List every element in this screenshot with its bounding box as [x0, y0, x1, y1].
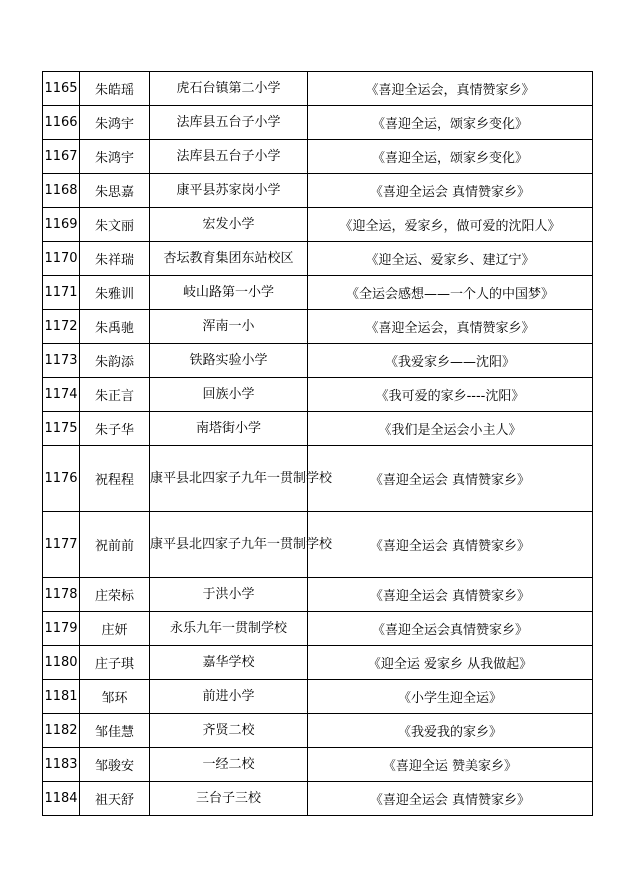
essay-title: 《喜迎全运会，真情赞家乡》 — [308, 72, 593, 106]
student-name: 朱正言 — [80, 378, 150, 412]
essay-title: 《喜迎全运会，真情赞家乡》 — [308, 310, 593, 344]
entry-number: 1177 — [43, 512, 80, 578]
table-row — [43, 276, 593, 310]
student-name: 朱雅训 — [80, 276, 150, 310]
school-name: 一经二校 — [150, 748, 308, 782]
essay-title: 《喜迎全运会 真情赞家乡》 — [308, 578, 593, 612]
essay-title: 《小学生迎全运》 — [308, 680, 593, 714]
table-row — [43, 242, 593, 276]
essay-title: 《喜迎全运，颂家乡变化》 — [308, 140, 593, 174]
essay-title: 《喜迎全运会真情赞家乡》 — [308, 612, 593, 646]
table-row — [43, 106, 593, 140]
school-name: 齐贤二校 — [150, 714, 308, 748]
entry-number: 1165 — [43, 72, 80, 106]
essay-title: 《喜迎全运会 真情赞家乡》 — [308, 512, 593, 578]
entry-number: 1183 — [43, 748, 80, 782]
entries-table — [42, 71, 593, 816]
student-name: 邹环 — [80, 680, 150, 714]
entry-number: 1180 — [43, 646, 80, 680]
essay-title: 《全运会感想——一个人的中国梦》 — [308, 276, 593, 310]
entry-number: 1181 — [43, 680, 80, 714]
table-row — [43, 748, 593, 782]
entry-number: 1169 — [43, 208, 80, 242]
table-row — [43, 344, 593, 378]
student-name: 邹骏安 — [80, 748, 150, 782]
table-row — [43, 578, 593, 612]
student-name: 祝程程 — [80, 446, 150, 512]
entry-number: 1173 — [43, 344, 80, 378]
student-name: 朱文丽 — [80, 208, 150, 242]
student-name: 庄子琪 — [80, 646, 150, 680]
entry-number: 1170 — [43, 242, 80, 276]
school-name: 回族小学 — [150, 378, 308, 412]
entry-number: 1176 — [43, 446, 80, 512]
entry-number: 1175 — [43, 412, 80, 446]
school-name: 嘉华学校 — [150, 646, 308, 680]
table-row — [43, 310, 593, 344]
table-row — [43, 378, 593, 412]
school-name: 宏发小学 — [150, 208, 308, 242]
school-name: 浑南一小 — [150, 310, 308, 344]
school-name: 于洪小学 — [150, 578, 308, 612]
table-row — [43, 512, 593, 578]
table-row — [43, 446, 593, 512]
student-name: 邹佳慧 — [80, 714, 150, 748]
essay-title: 《喜迎全运 赞美家乡》 — [308, 748, 593, 782]
school-name: 康平县北四家子九年一贯制学校 — [150, 512, 308, 578]
student-name: 祖天舒 — [80, 782, 150, 816]
essay-title: 《喜迎全运会 真情赞家乡》 — [308, 782, 593, 816]
student-name: 朱禹驰 — [80, 310, 150, 344]
entry-number: 1167 — [43, 140, 80, 174]
table-row — [43, 680, 593, 714]
student-name: 庄荣标 — [80, 578, 150, 612]
school-name: 岐山路第一小学 — [150, 276, 308, 310]
school-name: 南塔街小学 — [150, 412, 308, 446]
entries-table-body — [43, 72, 593, 816]
entry-number: 1168 — [43, 174, 80, 208]
student-name: 庄妍 — [80, 612, 150, 646]
student-name: 朱鸿宇 — [80, 106, 150, 140]
entry-number: 1179 — [43, 612, 80, 646]
school-name: 铁路实验小学 — [150, 344, 308, 378]
school-name: 三台子三校 — [150, 782, 308, 816]
school-name: 康平县北四家子九年一贯制学校 — [150, 446, 308, 512]
school-name: 虎石台镇第二小学 — [150, 72, 308, 106]
entry-number: 1182 — [43, 714, 80, 748]
school-name: 前进小学 — [150, 680, 308, 714]
essay-title: 《迎全运 爱家乡 从我做起》 — [308, 646, 593, 680]
student-name: 朱皓瑶 — [80, 72, 150, 106]
entry-number: 1172 — [43, 310, 80, 344]
entry-number: 1174 — [43, 378, 80, 412]
entry-number: 1184 — [43, 782, 80, 816]
essay-title: 《我爱家乡——沈阳》 — [308, 344, 593, 378]
essay-title: 《迎全运、爱家乡、建辽宁》 — [308, 242, 593, 276]
school-name: 法库县五台子小学 — [150, 106, 308, 140]
essay-title: 《我爱我的家乡》 — [308, 714, 593, 748]
table-row — [43, 646, 593, 680]
essay-title: 《迎全运，爱家乡，做可爱的沈阳人》 — [308, 208, 593, 242]
entry-number: 1171 — [43, 276, 80, 310]
student-name: 朱思嘉 — [80, 174, 150, 208]
table-row — [43, 140, 593, 174]
student-name: 朱韵添 — [80, 344, 150, 378]
essay-title: 《喜迎全运会 真情赞家乡》 — [308, 174, 593, 208]
essay-title: 《喜迎全运，颂家乡变化》 — [308, 106, 593, 140]
table-row — [43, 208, 593, 242]
student-name: 祝前前 — [80, 512, 150, 578]
school-name: 康平县苏家岗小学 — [150, 174, 308, 208]
essay-title: 《我们是全运会小主人》 — [308, 412, 593, 446]
table-row — [43, 612, 593, 646]
table-row — [43, 174, 593, 208]
school-name: 杏坛教育集团东站校区 — [150, 242, 308, 276]
table-row — [43, 714, 593, 748]
table-row — [43, 782, 593, 816]
essay-title: 《我可爱的家乡----沈阳》 — [308, 378, 593, 412]
student-name: 朱子华 — [80, 412, 150, 446]
student-name: 朱祥瑞 — [80, 242, 150, 276]
school-name: 永乐九年一贯制学校 — [150, 612, 308, 646]
entry-number: 1166 — [43, 106, 80, 140]
student-name: 朱鸿宇 — [80, 140, 150, 174]
table-row — [43, 72, 593, 106]
essay-title: 《喜迎全运会 真情赞家乡》 — [308, 446, 593, 512]
table-row — [43, 412, 593, 446]
school-name: 法库县五台子小学 — [150, 140, 308, 174]
entry-number: 1178 — [43, 578, 80, 612]
